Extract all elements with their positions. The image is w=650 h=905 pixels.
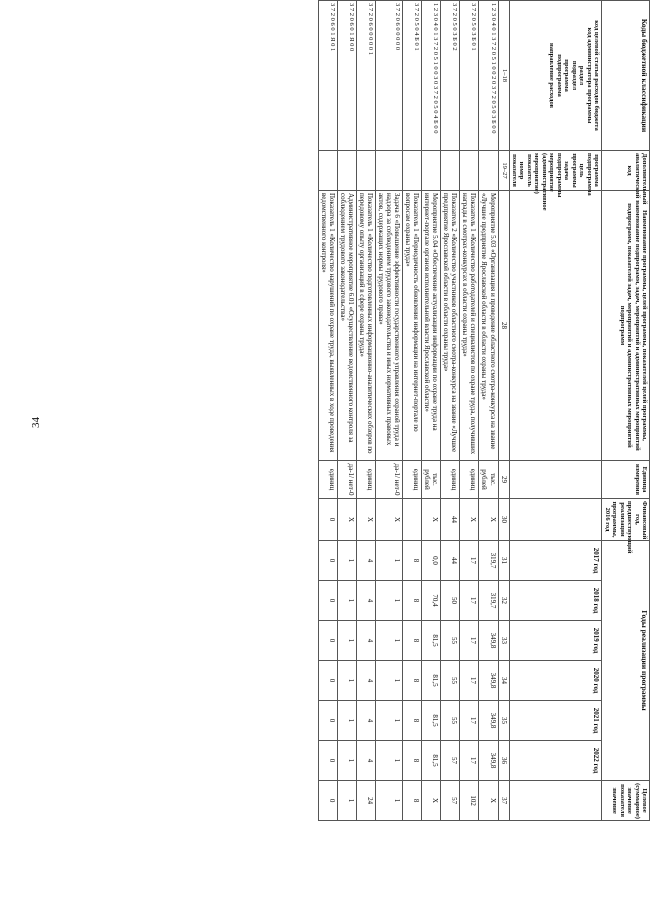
colnum-36: 36: [498, 741, 509, 781]
row-2020-cell: 1: [337, 661, 356, 701]
target-article-header: код целевой статьи расходов бюджета: [593, 20, 601, 131]
page-number: 34: [30, 417, 42, 428]
additional-codes-cell: [375, 151, 402, 191]
row-2022-cell: 17: [460, 741, 479, 781]
year-2022: 2022 год: [509, 741, 602, 781]
row-name-cell: Показатель 1 «Количество нарушений по охране труда, выявленных в ходе проведения ведомственного контроля»: [318, 191, 337, 461]
row-base-cell: [403, 499, 422, 541]
row-final-cell: Х: [479, 781, 498, 821]
table-row: [337, 1, 356, 821]
row-name-cell: Показатель 2 «Количество участников областного смотра-конкурса на звание «Лучшее предприятие Ярославской области в области охраны труда»: [441, 191, 460, 461]
row-2018-cell: 0: [318, 581, 337, 621]
year-2017: 2017 год: [509, 541, 602, 581]
additional-codes-cell: [422, 151, 441, 191]
row-2017-cell: 17: [460, 541, 479, 581]
row-final-cell: 8: [403, 781, 422, 821]
final-value-line1: Целевое (суммарное) значение показателя: [618, 783, 648, 819]
row-unit-cell: тыс. рублей: [479, 461, 498, 499]
col-subsection: подраздел: [570, 60, 578, 91]
row-final-cell: 1: [375, 781, 402, 821]
rotated-table-sheet: [110, 0, 650, 900]
row-2019-cell: 81,5: [422, 621, 441, 661]
budget-codes-cell: 1 2 3 0 4 0 1 3 7 2 0 5 1 0 0 2 0 3 7 2 0 5 0 3 Б 0 0: [479, 1, 498, 151]
table-row: [479, 1, 498, 821]
row-2022-cell: 8: [403, 741, 422, 781]
row-unit-cell: единиц: [403, 461, 422, 499]
row-2019-cell: 55: [441, 621, 460, 661]
final-value-line2: значение: [611, 787, 619, 814]
colnum-37: 37: [498, 781, 509, 821]
budget-codes-cell: 3 7 2 0 5 0 4 Б 0 1: [403, 1, 422, 151]
row-2017-cell: 1: [337, 541, 356, 581]
column-number-row: [498, 1, 509, 821]
col-direction: направление расходов: [548, 42, 556, 109]
row-unit-cell: единиц: [460, 461, 479, 499]
row-2021-cell: 349,8: [479, 701, 498, 741]
row-2020-cell: 1: [375, 661, 402, 701]
years-header: Годы реализации программы: [602, 541, 650, 781]
col-subprogram: подпрограмма: [555, 54, 563, 97]
year-2019: 2019 год: [509, 621, 602, 661]
row-2020-cell: 81,5: [422, 661, 441, 701]
row-unit-cell: единиц: [318, 461, 337, 499]
budget-subcolumns: [509, 1, 602, 151]
row-2018-cell: 17: [460, 581, 479, 621]
additional-codes-cell: [460, 151, 479, 191]
unit-subheader: [509, 461, 602, 499]
row-2019-cell: 349,8: [479, 621, 498, 661]
row-2021-cell: 0: [318, 701, 337, 741]
col-task: задача подпрограммы: [555, 153, 571, 198]
budget-codes-cell: 3 7 2 0 5 0 3 Б 0 1: [460, 1, 479, 151]
row-2019-cell: 4: [356, 621, 375, 661]
row-2021-cell: 17: [460, 701, 479, 741]
name-column-header: Наименование программы, целей программы, показателей целей программы, наименование подпрограмм, задач, мероприятий и административных мероприятий подпрограмм, показателей задач, мероприятий и административных мероприятий подпрограмм: [602, 191, 650, 461]
colnum-30: 30: [498, 499, 509, 541]
colnum-32: 32: [498, 581, 509, 621]
row-2020-cell: 17: [460, 661, 479, 701]
colnum-35: 35: [498, 701, 509, 741]
row-base-cell: Х: [422, 499, 441, 541]
row-2022-cell: 4: [356, 741, 375, 781]
budget-codes-cell: 3 7 2 0 6 0 0 0 0 0 1: [356, 1, 375, 151]
row-2020-cell: 349,8: [479, 661, 498, 701]
col-dop-subprogram: подпрограмма: [585, 153, 593, 196]
year-2020: 2020 год: [509, 661, 602, 701]
row-2020-cell: 0: [318, 661, 337, 701]
budget-codes-header: Коды бюджетной классификации: [602, 1, 650, 151]
col-event: мероприятие (административное мероприятие): [533, 153, 556, 211]
program-table: [318, 0, 650, 821]
col-num: номер показателя: [511, 154, 526, 187]
row-2021-cell: 1: [375, 701, 402, 741]
additional-codes-cell: [337, 151, 356, 191]
row-2019-cell: 0: [318, 621, 337, 661]
budget-codes-cell: 3 7 2 0 6 0 0 0 0 0: [375, 1, 402, 151]
budget-codes-cell: 3 7 2 0 6 0 1 Я 0 0: [337, 1, 356, 151]
col-indicator: показатель: [525, 154, 533, 187]
colnum-31: 31: [498, 541, 509, 581]
year-2021: 2021 год: [509, 701, 602, 741]
row-name-cell: Мероприятие 5.04 «Обеспечение актуализации информации по охране труда на интернет-портале органов исполнительной власти Ярославской области»: [422, 191, 441, 461]
row-2017-cell: 319,7: [479, 541, 498, 581]
colnum-29: 29: [498, 461, 509, 499]
row-2019-cell: 1: [375, 621, 402, 661]
table-row: [356, 1, 375, 821]
row-name-cell: Показатель 1 «Периодичность обновления информации на интернет-портале по вопросам охраны труда»: [403, 191, 422, 461]
table-row: [403, 1, 422, 821]
row-base-cell: Х: [375, 499, 402, 541]
base-subheader: [509, 499, 602, 541]
row-2018-cell: 50: [441, 581, 460, 621]
row-base-cell: Х: [479, 499, 498, 541]
final-subheader: [509, 781, 602, 821]
colnum-28: 28: [498, 191, 509, 461]
row-base-cell: 0: [318, 499, 337, 541]
row-2022-cell: 81,5: [422, 741, 441, 781]
additional-code-header: Дополнительный аналитический код: [602, 151, 650, 191]
additional-codes-cell: [403, 151, 422, 191]
row-2021-cell: 1: [337, 701, 356, 741]
col-section: раздел: [578, 65, 586, 86]
row-2021-cell: 8: [403, 701, 422, 741]
final-value-header: [602, 781, 650, 821]
row-final-cell: 24: [356, 781, 375, 821]
table-row: [318, 1, 337, 821]
row-2020-cell: 55: [441, 661, 460, 701]
col-dop-program: программа: [593, 154, 601, 187]
table-row: [375, 1, 402, 821]
row-2018-cell: 8: [403, 581, 422, 621]
row-2017-cell: 0: [318, 541, 337, 581]
row-2017-cell: 44: [441, 541, 460, 581]
budget-codes-cell: 3 7 2 0 6 0 1 Я 0 1: [318, 1, 337, 151]
row-2020-cell: 4: [356, 661, 375, 701]
row-name-cell: Показатель 1 «Количество работодателей и специалистов по охране труда, получивших награды в смотрах-конкурсах в области охраны труда»: [460, 191, 479, 461]
row-2017-cell: 0,0: [422, 541, 441, 581]
row-final-cell: 57: [441, 781, 460, 821]
additional-codes-cell: [479, 151, 498, 191]
row-unit-cell: да-1/ нет-0: [375, 461, 402, 499]
table-row: [441, 1, 460, 821]
row-2022-cell: 1: [375, 741, 402, 781]
row-2020-cell: 8: [403, 661, 422, 701]
table-row: [422, 1, 441, 821]
row-name-cell: Задача 6 «Повышение эффективности государственного управления охраной труда и надзора за соблюдением трудового законодательства и иных нормативных правовых актов, содержащих нормы трудового права»: [375, 191, 402, 461]
row-2017-cell: 8: [403, 541, 422, 581]
row-2022-cell: 1: [337, 741, 356, 781]
row-2018-cell: 319,7: [479, 581, 498, 621]
row-2021-cell: 55: [441, 701, 460, 741]
row-unit-cell: да-1/ нет-0: [337, 461, 356, 499]
year-2018: 2018 год: [509, 581, 602, 621]
row-2018-cell: 1: [337, 581, 356, 621]
row-2021-cell: 4: [356, 701, 375, 741]
row-final-cell: 102: [460, 781, 479, 821]
row-final-cell: 0: [318, 781, 337, 821]
row-2019-cell: 1: [337, 621, 356, 661]
colnums-budget: 1–18: [498, 1, 509, 151]
row-base-cell: Х: [460, 499, 479, 541]
additional-subcolumns: [509, 151, 602, 211]
row-unit-cell: единиц: [356, 461, 375, 499]
row-2022-cell: 0: [318, 741, 337, 781]
row-2017-cell: 4: [356, 541, 375, 581]
budget-codes-cell: 3 7 2 0 5 0 3 Б 0 2: [441, 1, 460, 151]
row-unit-cell: тыс. рублей: [422, 461, 441, 499]
additional-codes-cell: [441, 151, 460, 191]
row-name-cell: Мероприятие 5.03 «Организация и проведение областного смотра-конкурса на звание «Лучшее предприятие Ярославской области в области охраны труда»: [479, 191, 498, 461]
row-2018-cell: 4: [356, 581, 375, 621]
additional-codes-cell: [356, 151, 375, 191]
table-row: [460, 1, 479, 821]
colnums-additional: 19–27: [498, 151, 509, 191]
additional-codes-cell: [318, 151, 337, 191]
row-base-cell: Х: [337, 499, 356, 541]
row-2019-cell: 8: [403, 621, 422, 661]
row-2022-cell: 349,8: [479, 741, 498, 781]
colnum-33: 33: [498, 621, 509, 661]
row-base-cell: 44: [441, 499, 460, 541]
row-2022-cell: 57: [441, 741, 460, 781]
row-final-cell: 1: [337, 781, 356, 821]
row-name-cell: Показатель 1 «Количество подготовленных информационно-аналитических обзоров по передовому опыту организаций в сфере охраны труда»: [356, 191, 375, 461]
unit-header: Единица измерения: [602, 461, 650, 499]
colnum-34: 34: [498, 661, 509, 701]
row-unit-cell: единиц: [441, 461, 460, 499]
col-admin: код администратора программы: [585, 27, 593, 124]
row-base-cell: Х: [356, 499, 375, 541]
base-year-header: Финансовый год, предшествующий реализации программы, 2016 год: [602, 499, 650, 541]
row-2017-cell: 1: [375, 541, 402, 581]
row-2018-cell: 1: [375, 581, 402, 621]
row-final-cell: Х: [422, 781, 441, 821]
budget-codes-cell: 1 2 3 0 4 0 1 3 7 2 0 5 1 0 0 3 0 3 7 2 0 5 0 4 Б 0 0: [422, 1, 441, 151]
name-subheader: [509, 191, 602, 461]
col-program: программа: [563, 59, 571, 92]
row-2018-cell: 70,4: [422, 581, 441, 621]
col-goal: цель программы: [570, 153, 586, 188]
row-name-cell: Административное мероприятие 6.01 «Осуществление ведомственного контроля за соблюдением трудового законодательства»: [337, 191, 356, 461]
row-2021-cell: 81,5: [422, 701, 441, 741]
row-2019-cell: 17: [460, 621, 479, 661]
